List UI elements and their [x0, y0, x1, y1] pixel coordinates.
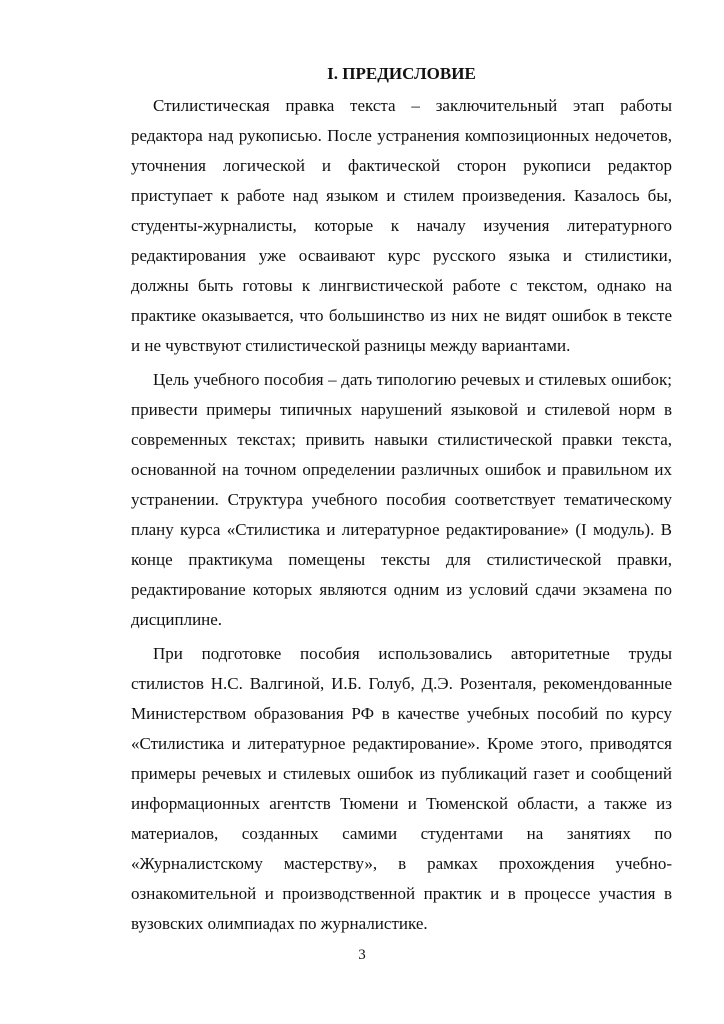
page-number: 3	[358, 947, 366, 963]
paragraph-3: При подготовке пособия использовались авторитетные труды стилистов Н.С. Валгиной, И.Б. Голуб, Д.Э. Розенталя, рекомендованные Министерством образования РФ в качестве учебных пособий по курсу «Стилистика и литературное редактирование». Кроме этого, приводятся примеры речевых и стилевых ошибок из публикаций газет и сообщений информационных агентств Тюмени и Тюменской области, а также из материалов, созданных самими студентами на занятиях по «Журналистскому мастерству», в рамках прохождения учебно-ознакомительной и производственной практик и в процессе участия в вузовских олимпиадах по журналистике.	[131, 644, 672, 933]
page-content	[131, 63, 672, 943]
paragraph-2: Цель учебного пособия – дать типологию речевых и стилевых ошибок; привести примеры типичных нарушений языковой и стилевой норм в современных текстах; привить навыки стилистической правки текста, основанной на точном определении различных ошибок и правильном их устранении. Структура учебного пособия соответствует тематическому плану курса «Стилистика и литературное редактирование» (I модуль). В конце практикума помещены тексты для стилистической правки, редактирование которых являются одним из условий сдачи экзамена по дисциплине.	[131, 370, 672, 629]
section-heading: I. ПРЕДИСЛОВИЕ	[327, 64, 476, 83]
paragraph-1: Стилистическая правка текста – заключительный этап работы редактора над рукописью. После устранения композиционных недочетов, уточнения логической и фактической сторон рукописи редактор приступает к работе над языком и стилем произведения. Казалось бы, студенты-журналисты, которые к началу изучения литературного редактирования уже осваивают курс русского языка и стилистики, должны быть готовы к лингвистической работе с текстом, однако на практике оказывается, что большинство из них не видят ошибок в тексте и не чувствуют стилистической разницы между вариантами.	[131, 96, 672, 355]
